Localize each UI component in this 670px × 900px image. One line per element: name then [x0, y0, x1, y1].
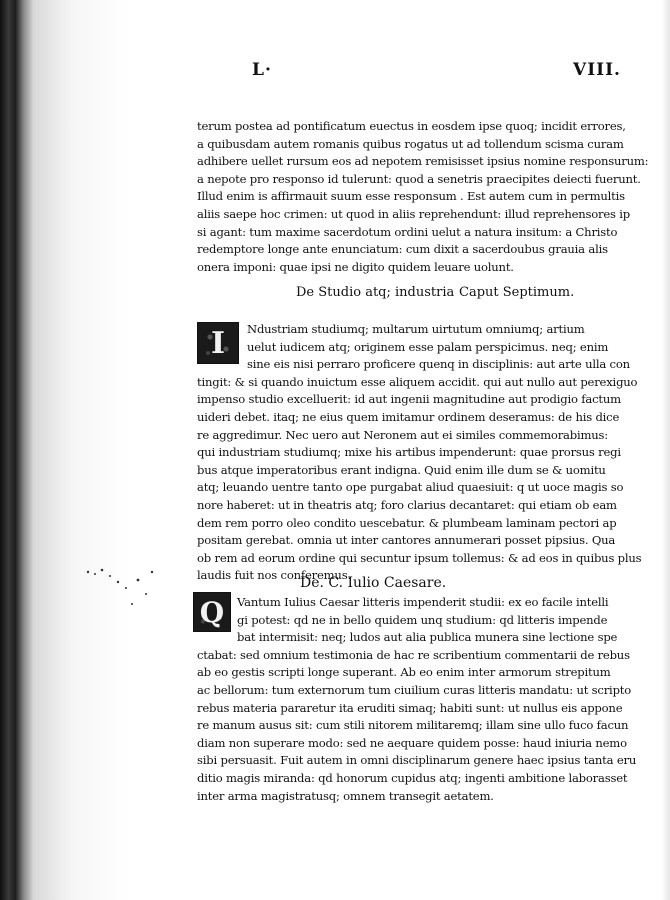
text-line: inter arma magistratusq; omnem transegit aetatem. — [197, 788, 494, 803]
text-line: ctabat: sed omnium testimonia de hac re scribentium commentarii de rebus — [197, 647, 630, 662]
text-line: bat intermisit: neq; ludos aut alia publica munera sine lectione spe — [237, 630, 618, 645]
text-line: ob rem ad eorum ordine qui secuntur ipsum tollemus: & ad eos in quibus plus — [197, 550, 642, 565]
text-line: diam non superare modo: sed ne aequare quidem posse: haud iniuria nemo — [197, 735, 627, 750]
text-line: adhibere uellet rursum eos ad nepotem remisisset ipsius nomine responsurum: — [197, 154, 649, 169]
text-line: Ndustriam studiumq; multarum uirtutum omniumq; artium — [247, 322, 585, 336]
text-line: nore haberet: ut in theatris atq; foro clarius decantaret: qui etiam ob eam — [197, 497, 617, 512]
text-line: a quibusdam autem romanis quibus rogatus ut ad tollendum scisma curam — [197, 136, 624, 151]
book-binding-edge — [0, 0, 34, 900]
text-line: uideri debet. itaq; ne eius quem imitamur ordinem deseramus: de his dice — [197, 409, 620, 424]
text-line: Vantum Iulius Caesar litteris impenderit studii: ex eo facile intelli — [237, 595, 609, 609]
text-line: sibi persuasit. Fuit autem in omni disciplinarum genere haec ipsius tanta eru — [197, 753, 637, 768]
text-line: uelut iudicem atq; originem esse palam perspicimus. neq; enim — [247, 339, 609, 354]
text-block-continuation — [197, 118, 649, 276]
chapter-title: De Studio atq; industria — [296, 285, 455, 300]
text-line: terum postea ad pontificatum euectus in eosdem ipse quoq; incidit errores, — [197, 119, 626, 133]
running-header-left: L· — [252, 60, 272, 80]
text-line: gi potest: qd ne in bello quidem unq studium: qd litteris impende — [237, 612, 608, 627]
text-line: re manum ausus sit: cum stili nitorem militaremq; illam sine ullo fuco facun — [197, 718, 629, 733]
text-line: Illud enim is affirmauit suum esse responsum . Est autem cum in permultis — [197, 189, 625, 204]
margin-ink-marks — [80, 560, 160, 620]
text-block-chapter — [197, 321, 642, 585]
text-line: ditio magis miranda: qd honorum cupidus atq; ingenti ambitione laborasset — [197, 770, 628, 785]
text-line: tingit: & si quando inuictum esse aliquem accidit. qui aut nullo aut perexiguo — [197, 374, 638, 389]
text-line: impenso studio excelluerit: id aut ingenii magnitudine aut prodigio factum — [197, 392, 621, 407]
text-line: positam gerebat. omnia ut inter cantores annumerari posset pipsius. Qua — [197, 533, 616, 548]
text-line: sine eis nisi perraro proficere quenq in disciplinis: aut arte ulla con — [247, 357, 630, 372]
section-heading: De. C. Iulio Caesare. — [300, 575, 447, 591]
decorated-initial-letter: I — [197, 322, 239, 364]
text-line: atq; leuando uentre tanto ope purgabat aliud quaesiuit: q ut uoce magis so — [197, 480, 624, 495]
text-line: a nepote pro responso id tulerunt: quod a senetris praecipites deiecti fuerunt. — [197, 171, 641, 186]
text-line: onera imponi: quae ipsi ne digito quidem leuare uolunt. — [197, 259, 514, 274]
text-line: laudis fuit nos conferemus. — [197, 568, 351, 583]
text-line: qui industriam studiumq; mixe his artibus impenderunt: quae prorsus regi — [197, 445, 621, 460]
text-line: aliis saepe hoc crimen: ut quod in aliis reprehendunt: illud reprehensores ip — [197, 206, 631, 221]
text-line: bus atque imperatoribus erant indigna. Quid enim ille dum se & uomitu — [197, 462, 606, 477]
folio-number: VIII. — [573, 60, 621, 80]
text-line: redemptore longe ante enunciatum: cum dixit a sacerdoubus grauia alis — [197, 242, 608, 257]
text-line: ab eo gestis scripti longe superant. Ab eo enim inter armorum strepitum — [197, 665, 611, 680]
text-block-section — [197, 594, 637, 805]
decorated-initial-letter: Q — [193, 592, 231, 632]
text-line: re aggredimur. Nec uero aut Neronem aut ei similes commemorabimus: — [197, 427, 608, 442]
text-line: dem rem porro oleo condito uescebatur. & plumbeam laminam pectori ap — [197, 515, 617, 530]
chapter-number: Caput Septimum. — [459, 285, 575, 300]
text-line: ac bellorum: tum externorum tum ciuilium curas litteris mandatu: ut scripto — [197, 682, 632, 697]
text-line: rebus materia pararetur ita eruditi simaq; habiti sunt: ut nullus eis appone — [197, 700, 623, 715]
text-line: si agant: tum maxime sacerdotum ordini uelut a natura insitum: a Christo — [197, 224, 618, 239]
page-edge-shadow — [662, 0, 670, 900]
